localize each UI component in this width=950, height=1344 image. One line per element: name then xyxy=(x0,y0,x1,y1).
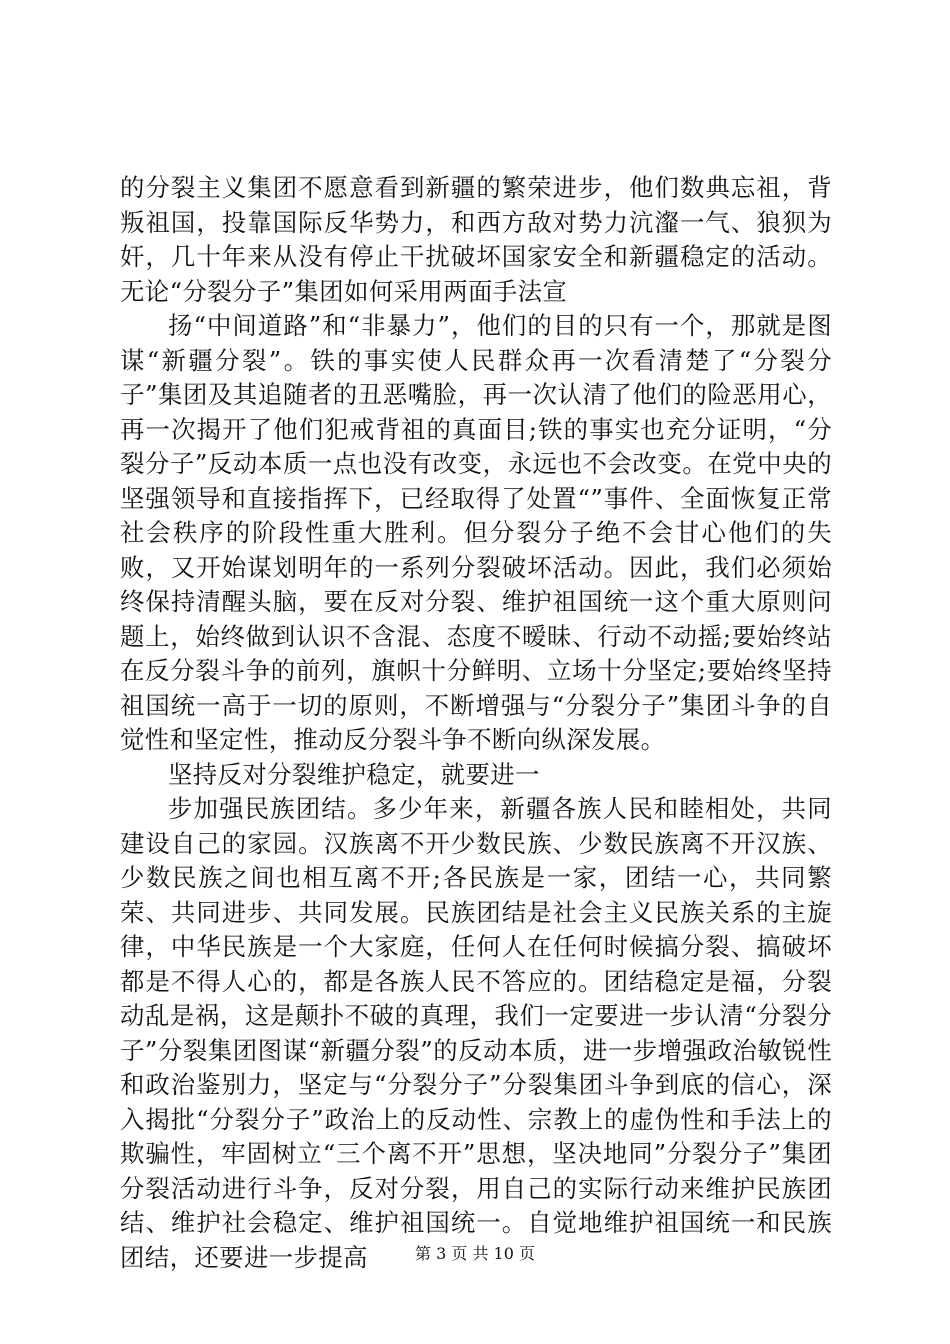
paragraph-ethnic-unity: 步加强民族团结。多少年来，新疆各族人民和睦相处，共同建设自己的家园。汉族离不开少数民族、少数民族离不开汉族、少数民族之间也相互离不开;各民族是一家，团结一心，共同繁荣、共同进步、共同发展。民族团结是社会主义民族关系的主旋律，中华民族是一个大家庭，任何人在任何时候搞分裂、搞破坏都是不得人心的，都是各族人民不答应的。团结稳定是福，分裂动乱是祸，这是颠扑不破的真理，我们一定要进一步认清“分裂分子”分裂集团图谋“新疆分裂”的反动本质，进一步增强政治敏锐性和政治鉴别力，坚定与“分裂分子”分裂集团斗争到底的信心，深入揭批“分裂分子”政治上的反动性、宗教上的虚伪性和手法上的欺骗性，牢固树立“三个离不开”思想，坚决地同”分裂分子”集团分裂活动进行斗争，反对分裂，用自己的实际行动来维护民族团结、维护社会稳定、维护祖国统一。自觉地维护祖国统一和民族团结，还要进一步提高 xyxy=(120,794,832,1272)
document-body xyxy=(120,171,832,1275)
page-number-footer: 第 3 页 共 10 页 xyxy=(415,1244,535,1263)
paragraph-continuation: 的分裂主义集团不愿意看到新疆的繁荣进步，他们数典忘祖，背叛祖国，投靠国际反华势力，和西方敌对势力沆瀣一气、狼狈为奸，几十年来从没有停止干扰破坏国家安全和新疆稳定的活动。无论“分裂分子”集团如何采用两面手法宣 xyxy=(120,173,832,306)
paragraph-oppose-separatism: 坚持反对分裂维护稳定，就要进一 xyxy=(168,759,540,789)
paragraph-middle-road: 扬“中间道路”和“非暴力”，他们的目的只有一个，那就是图谋“新疆分裂”。铁的事实使人民群众再一次看清楚了“分裂分子”集团及其追随者的丑恶嘴脸，再一次认清了他们的险恶用心，再一次揭开了他们犯戒背祖的真面目;铁的事实也充分证明，“分裂分子”反动本质一点也没有改变，永远也不会改变。在党中央的坚强领导和直接指挥下，已经取得了处置“”事件、全面恢复正常社会秩序的阶段性重大胜利。但分裂分子绝不会甘心他们的失败，又开始谋划明年的一系列分裂破坏活动。因此，我们必须始终保持清醒头脑，要在反对分裂、维护祖国统一这个重大原则问题上，始终做到认识不含混、态度不暧昧、行动不动摇;要始终站在反分裂斗争的前列，旗帜十分鲜明、立场十分坚定;要始终坚持祖国统一高于一切的原则，不断增强与“分裂分子”集团斗争的自觉性和坚定性，推动反分裂斗争不断向纵深发展。 xyxy=(120,311,832,754)
